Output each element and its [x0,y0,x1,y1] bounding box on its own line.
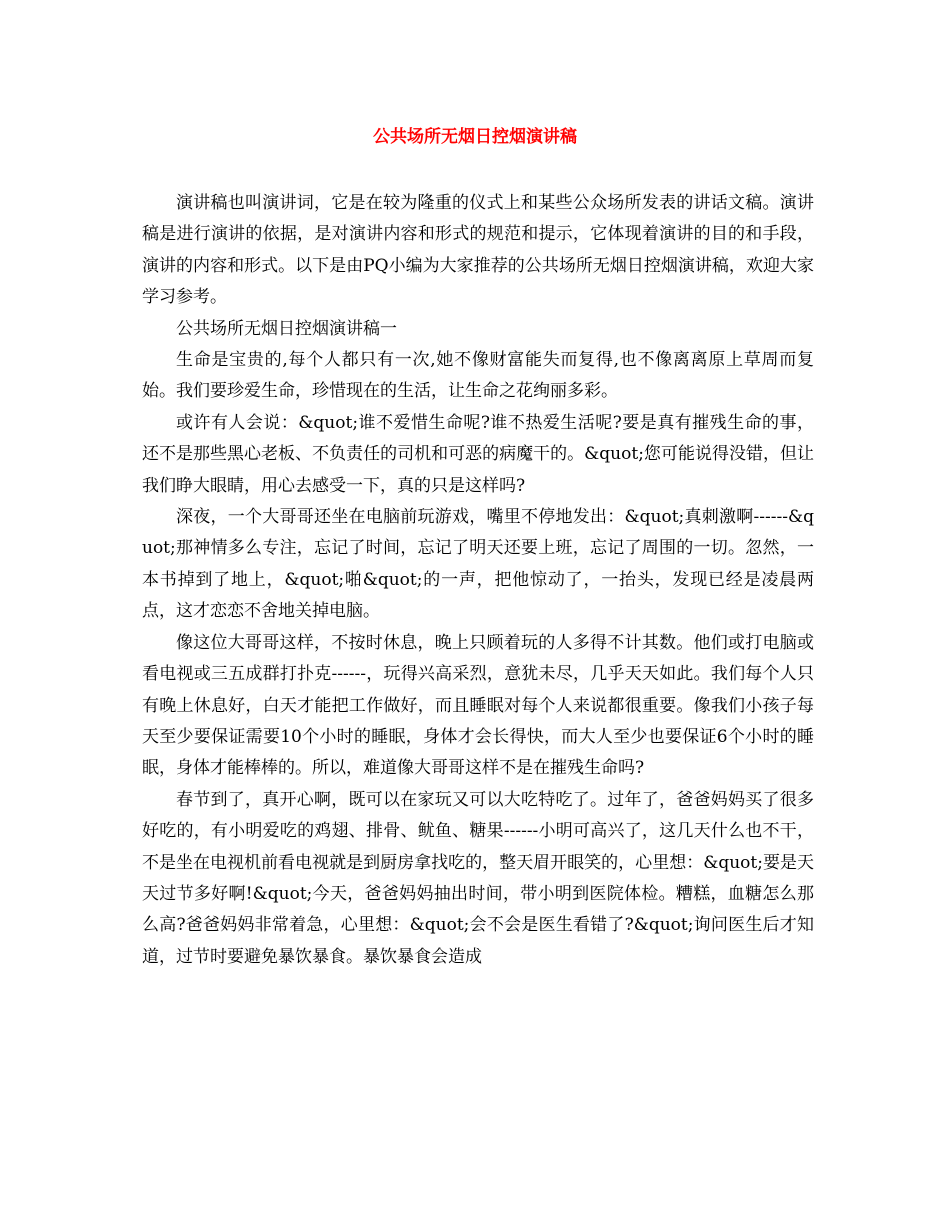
paragraph-intro: 演讲稿也叫演讲词，它是在较为隆重的仪式上和某些公众场所发表的讲话文稿。演讲稿是进行演讲的依据，是对演讲内容和形式的规范和提示，它体现着演讲的目的和手段，演讲的内容和形式。以下是由PQ小编为大家推荐的公共场所无烟日控烟演讲稿，欢迎大家学习参考。 [142,193,814,308]
paragraph-section-heading: 公共场所无烟日控烟演讲稿一 [176,318,397,339]
paragraph: 春节到了，真开心啊，既可以在家玩又可以大吃特吃了。过年了，爸爸妈妈买了很多好吃的，有小明爱吃的鸡翅、排骨、鱿鱼、糖果------小明可高兴了，这几天什么也不干，不是坐在电视机前看电视就是到厨房拿找吃的，整天眉开眼笑的，心里想：&quot;要是天天过节多好啊!&quot;今天，爸爸妈妈抽出时间，带小明到医院体检。糟糕，血糖怎么那么高?爸爸妈妈非常着急，心里想：&quot;会不会是医生看错了?&quot;询问医生后才知道，过节时要避免暴饮暴食。暴饮暴食会造成 [142,789,814,967]
paragraph: 像这位大哥哥这样，不按时休息，晚上只顾着玩的人多得不计其数。他们或打电脑或看电视或三五成群打扑克------，玩得兴高采烈，意犹未尽，几乎天天如此。我们每个人只有晚上休息好，白天才能把工作做好，而且睡眠对每个人来说都很重要。像我们小孩子每天至少要保证需要10个小时的睡眠，身体才会长得快，而大人至少也要保证6个小时的睡眠，身体才能棒棒的。所以，难道像大哥哥这样不是在摧残生命吗? [142,632,814,779]
paragraph: 或许有人会说：&quot;谁不爱惜生命呢?谁不热爱生活呢?要是真有摧残生命的事，还不是那些黑心老板、不负责任的司机和可恶的病魔干的。&quot;您可能说得没错，但让我们睁大眼睛，用心去感受一下，真的只是这样吗? [142,412,814,496]
document-body [142,188,814,973]
paragraph: 生命是宝贵的,每个人都只有一次,她不像财富能失而复得,也不像离离原上草周而复始。我们要珍爱生命，珍惜现在的生活，让生命之花绚丽多彩。 [142,350,814,402]
document-title: 公共场所无烟日控烟演讲稿 [373,127,577,147]
paragraph: 深夜，一个大哥哥还坐在电脑前玩游戏，嘴里不停地发出：&quot;真刺激啊------&quot;那神情多么专注，忘记了时间，忘记了明天还要上班，忘记了周围的一切。忽然，一本书掉到了地上，&quot;啪&quot;的一声，把他惊动了，一抬头，发现已经是凌晨两点，这才恋恋不舍地关掉电脑。 [142,507,814,622]
